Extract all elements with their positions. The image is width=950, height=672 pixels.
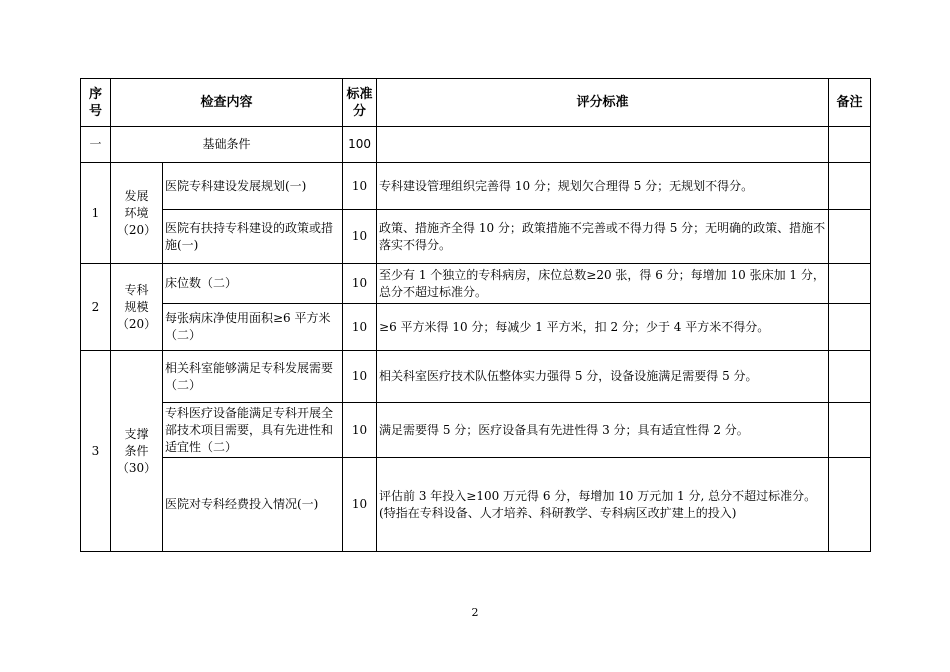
item-remarks (829, 163, 871, 210)
item-remarks (829, 304, 871, 351)
item-remarks (829, 210, 871, 264)
header-score-line2: 分 (353, 103, 367, 119)
section-seq: 一 (81, 127, 111, 163)
header-seq: 序号 (81, 79, 111, 127)
item-criteria: 相关科室医疗技术队伍整体实力强得 5 分，设备设施满足需要得 5 分。 (377, 351, 829, 403)
table-row (81, 458, 871, 552)
item-criteria: 满足需要得 5 分；医疗设备具有先进性得 3 分；具有适宜性得 2 分。 (377, 403, 829, 458)
group-seq: 3 (81, 351, 111, 552)
page-number: 2 (471, 606, 479, 619)
item-content: 医院专科建设发展规划(一) (163, 163, 343, 210)
item-criteria: 政策、措施齐全得 10 分；政策措施不完善或不得力得 5 分；无明确的政策、措施不落实不得分。 (377, 210, 829, 264)
item-score: 10 (343, 304, 377, 351)
item-criteria: ≥6 平方米得 10 分；每减少 1 平方米，扣 2 分；少于 4 平方米不得分。 (377, 304, 829, 351)
category-line: 条件 (124, 443, 149, 458)
item-content: 床位数（二） (163, 264, 343, 304)
item-score: 10 (343, 458, 377, 552)
table-row (81, 351, 871, 403)
header-criteria: 评分标准 (377, 79, 829, 127)
item-score: 10 (343, 264, 377, 304)
section-criteria (377, 127, 829, 163)
category-line: 专科 (124, 282, 149, 297)
item-criteria: 评估前 3 年投入≥100 万元得 6 分，每增加 10 万元加 1 分, 总分不超过标准分。(特指在专科设备、人才培养、科研教学、专科病区改扩建上的投入) (377, 458, 829, 552)
section-score: 100 (343, 127, 377, 163)
category-line: （20） (116, 222, 157, 237)
item-criteria: 至少有 1 个独立的专科病房，床位总数≥20 张，得 6 分；每增加 10 张床加 1 分，总分不超过标准分。 (377, 264, 829, 304)
category-line: （30） (116, 460, 157, 475)
group-seq: 2 (81, 264, 111, 351)
group-category (111, 351, 163, 552)
item-remarks (829, 403, 871, 458)
evaluation-table (80, 78, 871, 552)
item-remarks (829, 264, 871, 304)
table-row (81, 210, 871, 264)
table-row (81, 264, 871, 304)
group-category (111, 163, 163, 264)
category-line: 规模 (124, 299, 149, 314)
section-remarks (829, 127, 871, 163)
item-content: 相关科室能够满足专科发展需要（二） (163, 351, 343, 403)
item-content: 医院有扶持专科建设的政策或措施(一) (163, 210, 343, 264)
item-criteria: 专科建设管理组织完善得 10 分；规划欠合理得 5 分；无规划不得分。 (377, 163, 829, 210)
item-content: 医院对专科经费投入情况(一) (163, 458, 343, 552)
header-remarks: 备注 (829, 79, 871, 127)
table-row (81, 304, 871, 351)
item-score: 10 (343, 403, 377, 458)
header-content: 检查内容 (111, 79, 343, 127)
section-title: 基础条件 (111, 127, 343, 163)
header-score-line1: 标准 (346, 86, 373, 102)
item-score: 10 (343, 210, 377, 264)
item-score: 10 (343, 351, 377, 403)
item-remarks (829, 458, 871, 552)
section-row (81, 127, 871, 163)
category-line: 支撑 (124, 426, 149, 441)
table-row (81, 163, 871, 210)
item-remarks (829, 351, 871, 403)
category-line: 环境 (124, 205, 149, 220)
group-seq: 1 (81, 163, 111, 264)
category-line: 发展 (124, 188, 149, 203)
item-score: 10 (343, 163, 377, 210)
category-line: （20） (116, 316, 157, 331)
item-content: 专科医疗设备能满足专科开展全部技术项目需要，具有先进性和适宜性（二） (163, 403, 343, 458)
table-row (81, 403, 871, 458)
group-category (111, 264, 163, 351)
item-content: 每张病床净使用面积≥6 平方米（二） (163, 304, 343, 351)
header-row (81, 79, 871, 127)
header-score (343, 79, 377, 127)
